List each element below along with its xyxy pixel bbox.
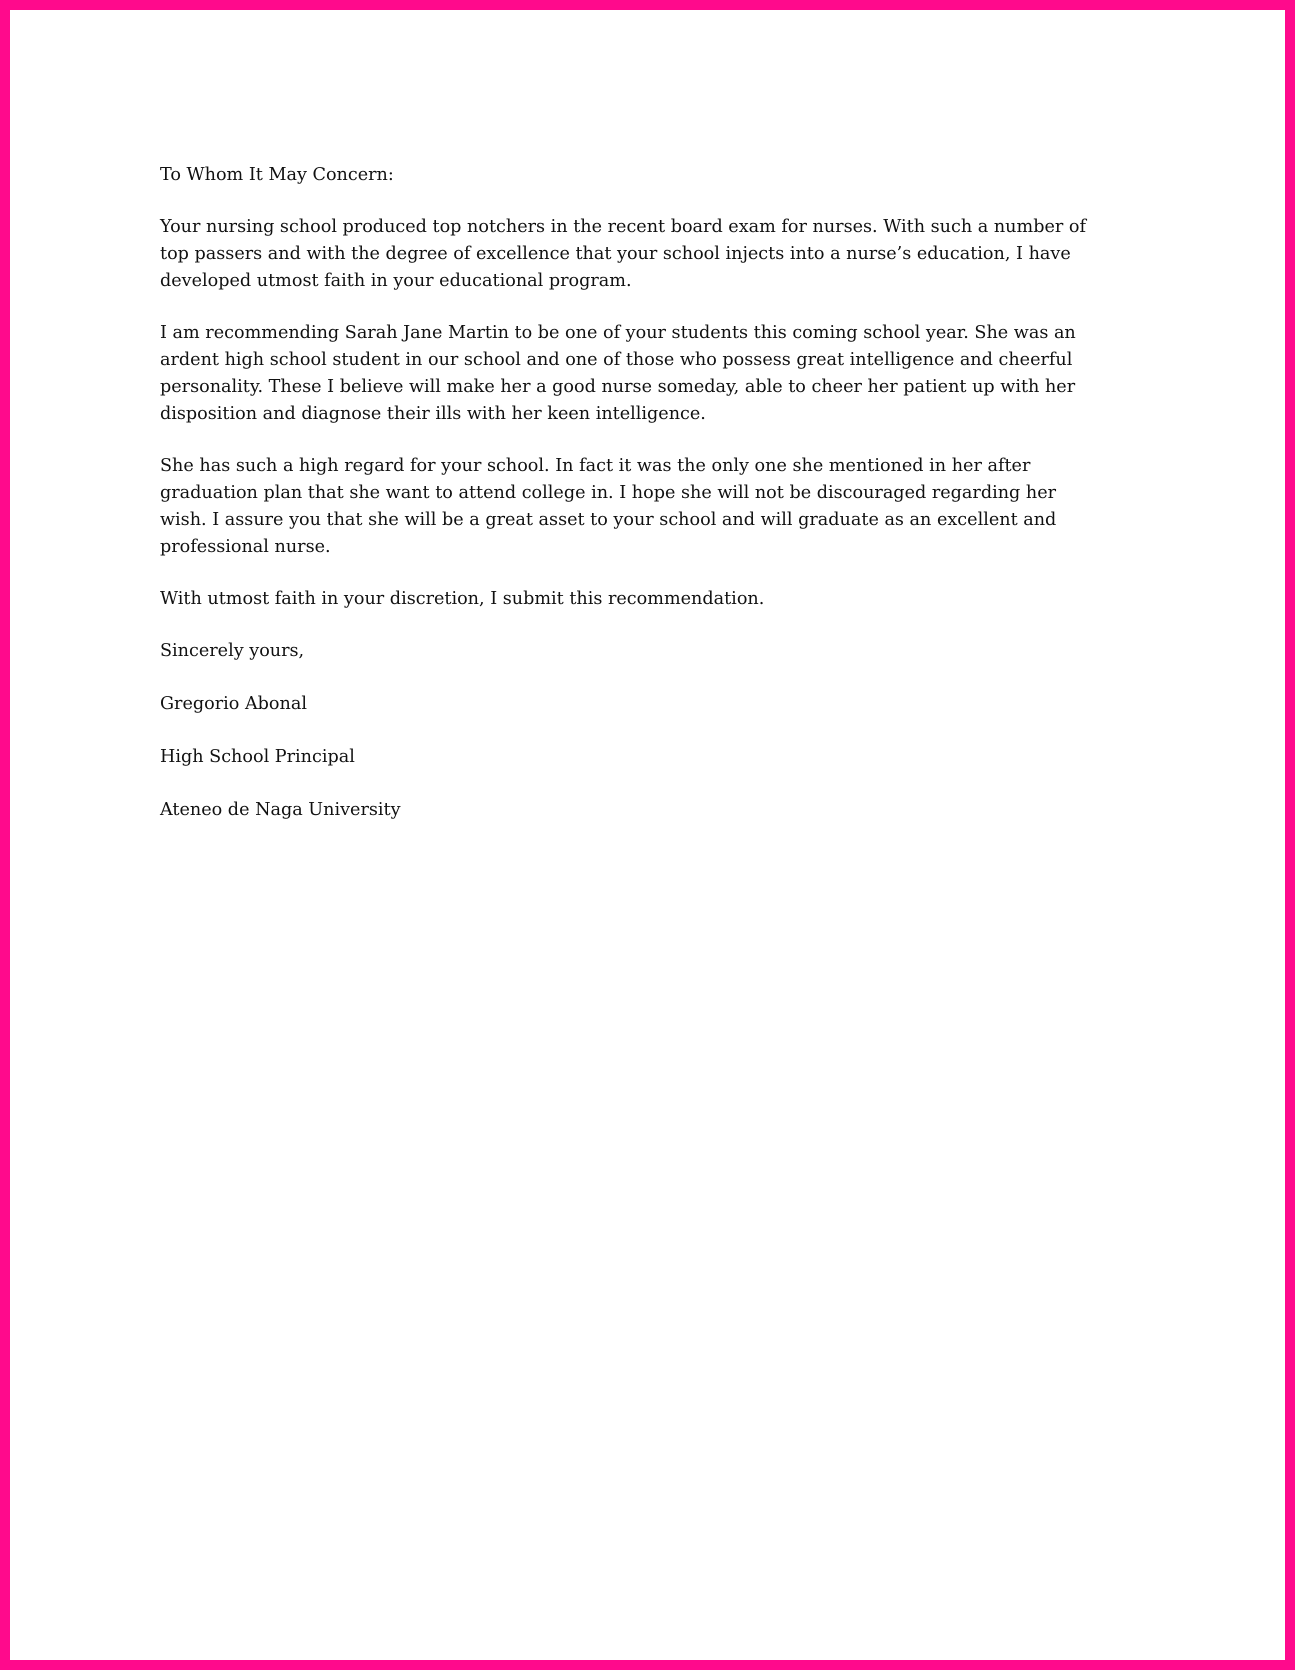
paragraph-board-exam: Your nursing school produced top notchers in the recent board exam for nurses. With such a number of top passers and with the degree of excellence that your school injects into a nurse’s education, I have developed utmost faith in your educational program. [160, 217, 1086, 291]
paragraph-regard: She has such a high regard for your school. In fact it was the only one she mentioned in her after graduation plan that she want to attend college in. I hope she will not be discouraged regarding her wish. I assure you that she will be a great asset to your school and will graduate as an excellent and professional nurse. [160, 456, 1057, 557]
signer-organization: Ateneo de Naga University [160, 800, 401, 820]
paragraph-recommendation: I am recommending Sarah Jane Martin to be one of your students this coming school year. She was an ardent high school student in our school and one of those who possess great intelligence and cheerful personality. These I believe will make her a good nurse someday, able to cheer her patient up with her disposition and diagnose their ills with her keen intelligence. [160, 323, 1076, 424]
salutation: To Whom It May Concern: [160, 165, 394, 185]
closing: Sincerely yours, [160, 641, 305, 661]
paragraph-submission: With utmost faith in your discretion, I submit this recommendation. [160, 589, 765, 609]
signer-title: High School Principal [160, 747, 355, 767]
signer-name: Gregorio Abonal [160, 694, 307, 714]
recommendation-letter [160, 162, 1100, 850]
